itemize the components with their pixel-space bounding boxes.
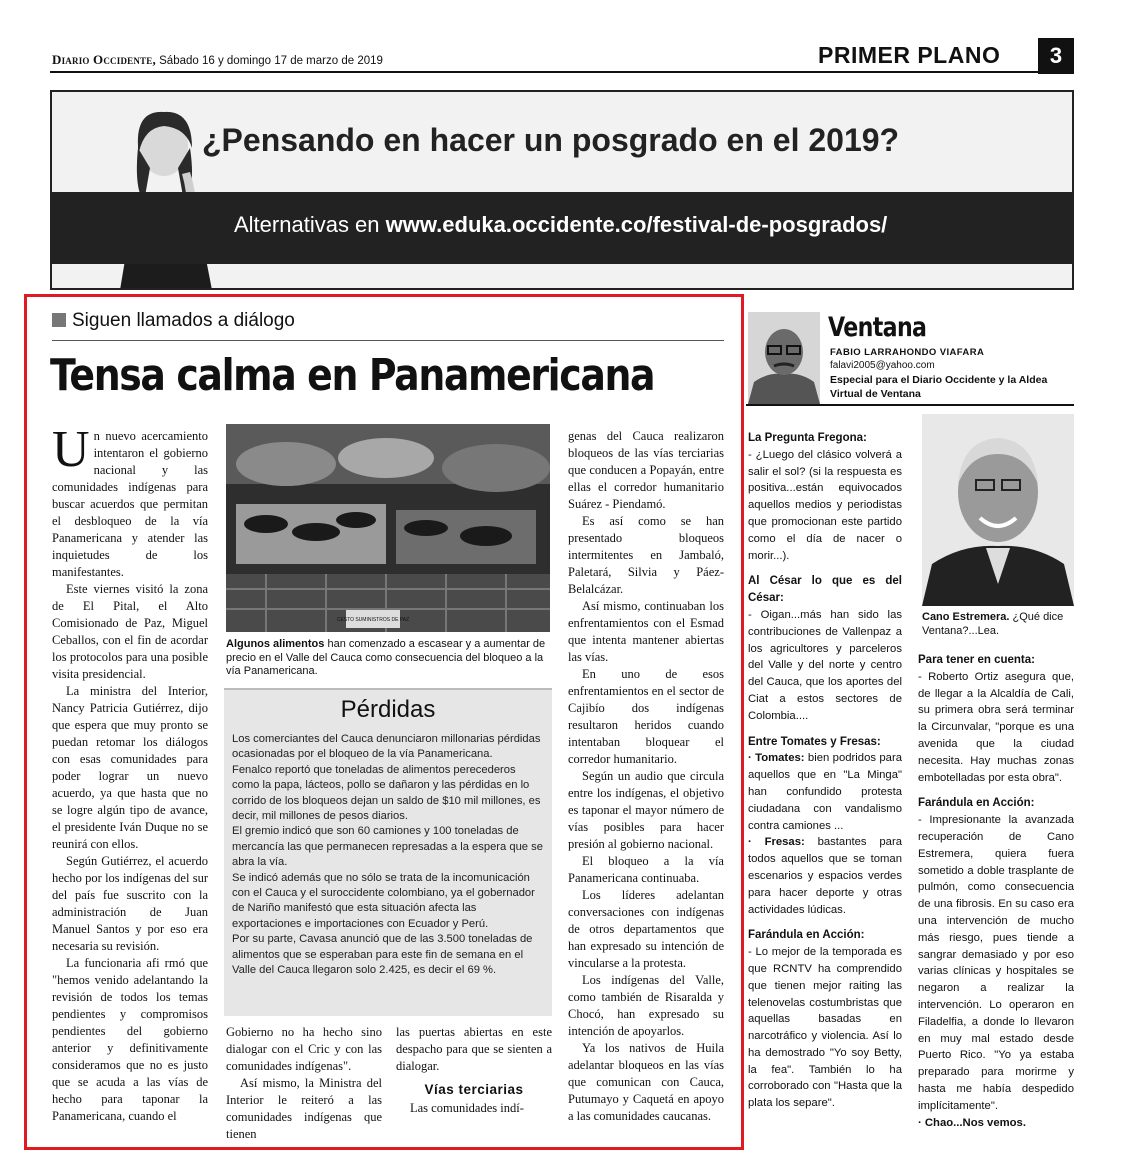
paragraph: Según Gutiérrez, el acuerdo hecho por los indígenas del sur del país fue suscrito con la administración de Juan Manuel Santos y por eso era necesaria su revisión. [52,854,208,953]
paragraph: Las comunidades indí- [410,1101,524,1115]
cano-caption [922,610,1074,638]
caption-lead: Algunos alimentos [226,638,325,650]
ventana-left-column [748,430,902,1112]
article-kicker [52,310,295,332]
item-text: - Oigan...más han sido las contribuciones de Vallenpaz a los agricultores y parceleros del Valle y del norte y centro del Cauca, que los aportes del Ciat a estos sectores de Colombia.... [748,608,902,722]
paragraph: genas del Cauca realizaron bloqueos de las vías terciarias que conducen a Popayán, entre ellas el corredor humanitario Suárez - Piendamó. [568,429,724,511]
losses-sidebar-box [224,688,552,1016]
paragraph: las puertas abiertas en este despacho para que se sienten a dialogar. [396,1025,552,1073]
item-text: - Roberto Ortiz asegura que, de llegar a la Alcaldía de Cali, su primera obra será terminar la Circunvalar, "porque es una avenida que la ciudad necesita. Hay muchas zonas embotelladas por esta obra". [918,670,1074,784]
box-paragraph: El gremio indicó que son 60 camiones y 100 toneladas de mercancía las que permanecen represadas a la espera que se abra la vía. [232,825,543,869]
item-heading: Entre Tomates y Fresas: [748,735,881,748]
item-heading: Para tener en cuenta: [918,654,1035,666]
man-portrait-icon [922,414,1074,606]
paragraph: Ya los nativos de Huila adelantar bloqueos en las vías que comunican con Cauca, Putumayo y Caquetá en apoyo a las comunidades caucanas. [568,1041,724,1123]
article-column-2 [226,1024,382,1143]
page-number: 3 [1038,38,1074,74]
market-photo [226,424,550,632]
item-heading: Al César lo que es del César: [748,575,902,605]
vegetables-crates-icon [226,424,550,632]
section-title: PRIMER PLANO [818,42,1001,68]
columnist-name: FABIO LARRAHONDO VIAFARA [830,347,985,358]
subhead: Vías terciarias [424,1082,524,1097]
paragraph: Un nuevo acercamiento intentaron el gobierno nacional y las comunidades indígenas para buscar acuerdos que permitan el desbloqueo de la vía Panamericana y atender las inquietudes de los manifestantes. [52,421,208,579]
kicker-text: Siguen llamados a diálogo [72,310,295,331]
article-column-1 [52,421,208,1125]
ad-url-link[interactable]: www.eduka.occidente.co/festival-de-posgrados/ [385,212,888,237]
ad-headline: ¿Pensando en hacer un posgrado en el 2019? [202,122,900,158]
columnist-portrait [748,312,820,404]
ventana-right-column [918,652,1074,1131]
box-paragraph: Por su parte, Cavasa anunció que de las 3.500 toneladas de alimentos que se esperaban para este fin de semana en el Valle del Cauca llegaron solo 2.425, es decir el 69 %. [232,933,533,977]
item-heading: La Pregunta Fregona: [748,432,867,444]
paragraph: Así mismo, la Ministra del Interior le reiteró a las comunidades indígenas que tienen [226,1076,382,1141]
paragraph: Gobierno no ha hecho sino dialogar con el Cric y con las comunidades indígenas". [226,1025,382,1073]
item-text: · Fresas: bastantes para todos aquellos que se toman escenarios y espacios verdes para hacer deporte y otras actividades lúdicas. [748,836,902,916]
kicker-rule [52,340,724,341]
item-text: - Lo mejor de la temporada es que RCNTV ha comprendido que tienen mejor raiting las telenovelas costumbristas que aquellas basadas en narcotráfico y violencia. Así lo ha demostrado "Yo soy Betty, la fea". También lo ha corroborado con "Hasta que la plata los separe". [748,946,902,1110]
item-heading: Farándula en Acción: [918,797,1035,810]
caption-text: han comenzado a escasear y a aumentar de precio en el Valle del Cauca como consecuencia del bloqueo a la vía Panamericana. [226,638,546,677]
paragraph: El bloqueo a la vía Panamericana continuaba. [568,854,724,885]
man-portrait-icon [748,312,820,404]
paragraph: En uno de esos enfrentamientos en el sector de Cajibío dos indígenas resultaron heridos cuando intentaban bloquear el corredor humanitario. [568,667,724,766]
item-heading: Farándula en Acción: [748,929,865,942]
masthead-line [52,52,383,68]
drop-cap: U [52,421,90,478]
ad-tagline [234,212,887,238]
issue-date: Sábado 16 y domingo 17 de marzo de 2019 [159,55,383,67]
item-text: · Tomates: bien podridos para aquellos que en "La Minga" han confundido protesta ciudadana con vandalismo contra camiones ... [748,752,902,832]
paragraph: La ministra del Interior, Nancy Patricia Gutiérrez, dijo que espera que muy pronto se puedan retomar los diálogos con esas comunidades para poder lograr un nuevo acuerdo, ya que hasta que no se logre algún tipo de avance, el presidente Iván Duque no se reunirá con ellos. [52,684,208,851]
paper-name: Diario Occidente, [52,52,156,67]
article-column-3 [396,1024,552,1117]
columnist-credit: Especial para el Diario Occidente y la Aldea Virtual de Ventana [830,374,1048,400]
stall-sign: CESTO SUMINISTROS DE PAZ [336,617,410,623]
closing-line: · Chao...Nos vemos. [918,1116,1026,1129]
box-paragraph: Se indicó además que no sólo se trata de la incomunicación con el Cauca y el suroccidente colombiano, ya el gobernador de Nariño manifestó que esta situación afecta las exportaciones e importaciones con Ecuador y Perú. [232,871,535,930]
ad-band [52,192,1072,264]
paragraph: Según un audio que circula entre los indígenas, el objetivo es taponar el mayor número de vías posibles para hacer presión al gobierno nacional. [568,769,724,851]
paragraph: Es así como se han presentado bloqueos intermitentes en Jambaló, Paletará, Silvia y Páez-Belalcázar. [568,514,724,596]
photo-caption [226,638,550,679]
cano-caption-text: ¿Qué dice Ventana?...Lea. [922,611,1064,637]
paragraph: Los líderes adelantan conversaciones con indígenas de otros departamentos que han expresado su intención de vincularse a la protesta. [568,888,724,970]
article-column-4 [568,428,724,1125]
item-text: - Impresionante la avanzada recuperación de Cano Estremera, quiera fuera sometido a doble trasplante de pulmón, como consecuencia de una fibrosis. En su caso era una intervención de mucho más riesgo, pues tiende a sangrar demasiado y por eso varias clínicas y hospitales se negaron a realizar la intervención. Lo operaron en Filadelfia, a donde lo llevaron en muy mal estado desde Puerto Rico. "Yo ya estaba preparado para morirme y hasta me había despedido implícitamente". [918,814,1074,1112]
box-paragraph: Fenalco reportó que toneladas de alimentos perecederos como la papa, lácteos, pollo se dañaron y las pérdidas en lo corrido de los bloqueos dejan un saldo de $10 mil millones, es decir, mil millones de pesos diarios. [232,763,541,823]
paragraph: Los indígenas del Valle, como también de Risaralda y Chocó, han expresado su intención de apoyarlos. [568,973,724,1038]
paragraph: Así mismo, continuaban los enfrentamientos con el Esmad que intenta mantener abiertas las vías. [568,599,724,664]
item-text: - ¿Luego del clásico volverá a salir el sol? (si la respuesta es positiva...están equivocados aquellos medios y periodistas que promocionan este partido como el día de nacer o morir...). [748,448,902,562]
ad-tagline-prefix: Alternativas en [234,212,380,237]
column-title: Ventana [828,312,927,343]
box-body [232,732,544,979]
box-title: Pérdidas [340,696,436,723]
square-bullet-icon [52,313,66,327]
article-headline: Tensa calma en Panamericana [50,350,655,401]
column-rule [746,404,1074,406]
header-rule [50,71,1074,73]
columnist-email[interactable]: falavi2005@yahoo.com [830,360,935,371]
box-paragraph: Los comerciantes del Cauca denunciaron millonarias pérdidas ocasionadas por el bloqueo de la vía Panamericana. [232,733,541,761]
cano-estremera-photo [922,414,1074,606]
cano-caption-lead: Cano Estremera. [922,611,1010,623]
paragraph: Este viernes visitó la zona de El Pital, el Alto Comisionado de Paz, Miguel Ceballos, con el fin de acordar los protocolos para una posible visita presidencial. [52,582,208,681]
ad-banner[interactable] [50,90,1074,290]
paragraph: La funcionaria afi rmó que "hemos venido adelantando la revisión de todos los temas pendientes y compromisos pendientes del gobierno anterior y definitivamente consideramos que no es justo que se acuda a las vías de hecho para taponar la Panamericana, cuando el [52,956,208,1123]
